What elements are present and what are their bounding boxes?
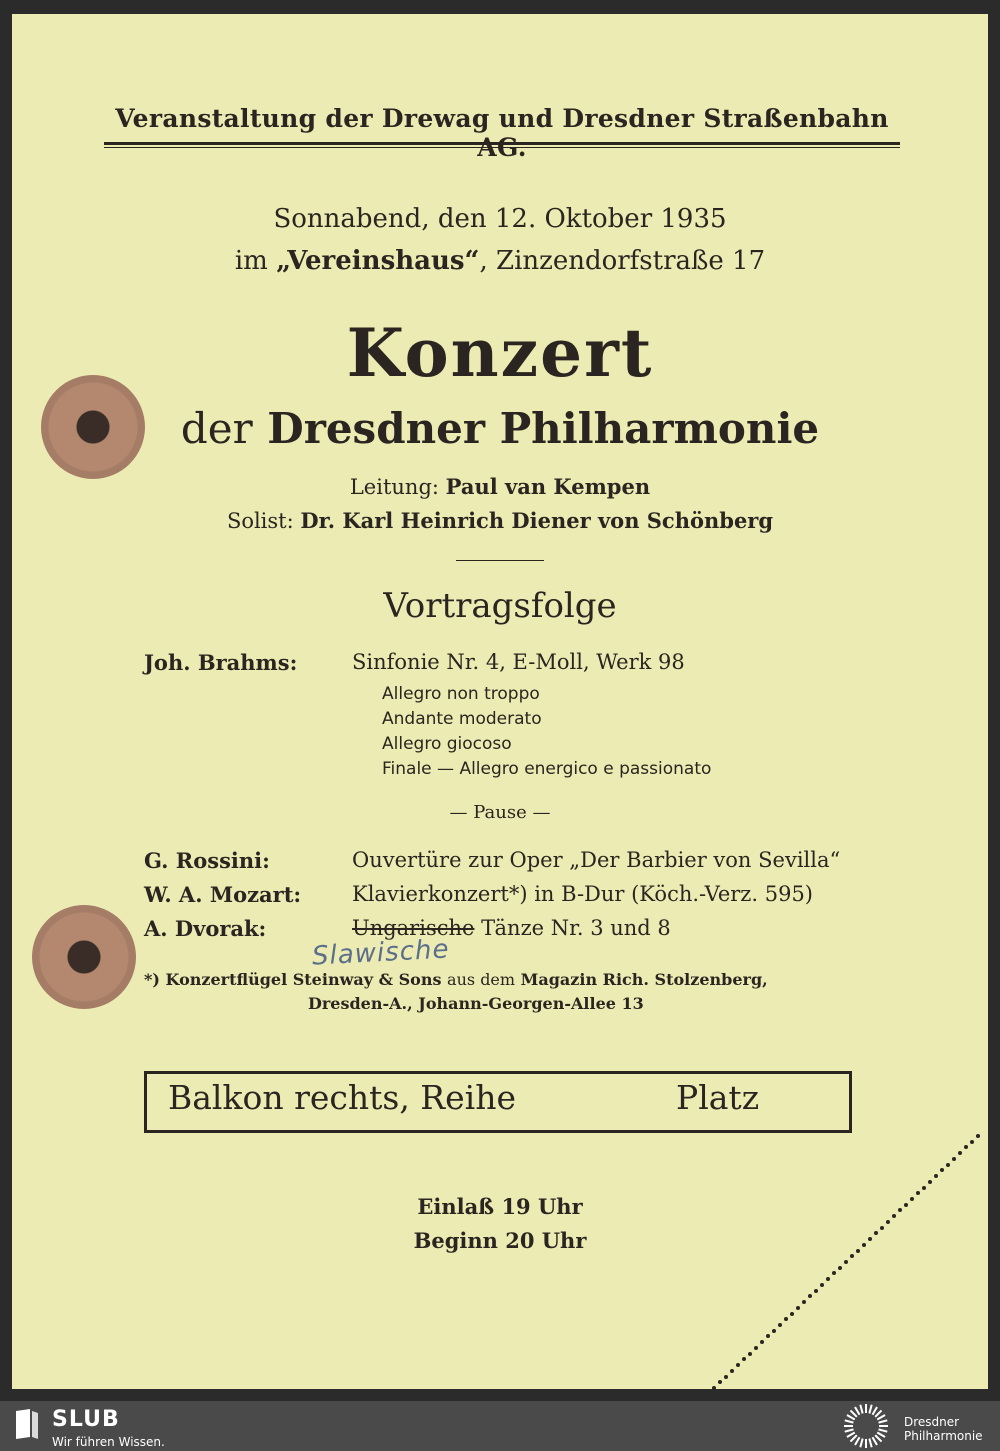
orchestra-name <box>12 404 988 453</box>
sunburst-ray <box>860 1439 862 1448</box>
header-rule-thin <box>104 147 900 148</box>
work-brahms: Sinfonie Nr. 4, E-Moll, Werk 98 <box>352 650 685 674</box>
slub-name: SLUB <box>52 1407 120 1432</box>
organizer-header: Veranstaltung der Drewag und Dresdner Straßenbahn <box>115 104 889 133</box>
perforation-dot <box>766 1334 770 1338</box>
conductor-name: Paul van Kempen <box>445 474 651 499</box>
punch-hole-icon <box>32 905 136 1009</box>
perforation-dot <box>940 1168 944 1172</box>
struck-word: Ungarische <box>352 916 475 940</box>
perforation-dot <box>850 1254 854 1258</box>
sunburst-ray <box>850 1410 856 1416</box>
footnote-line-1 <box>144 970 768 989</box>
perforation-dot <box>856 1249 860 1253</box>
footnote-connector: aus dem <box>447 970 516 989</box>
perforation-dot <box>928 1180 932 1184</box>
concert-date: Sonnabend, den 12. Oktober 1935 <box>273 204 727 234</box>
perforation-dot <box>754 1346 758 1350</box>
sunburst-ray <box>879 1429 888 1431</box>
program-heading: Vortragsfolge <box>383 586 617 626</box>
sunburst-ray <box>877 1415 885 1420</box>
dresdner-philharmonie-logo-icon <box>838 1401 894 1451</box>
orchestra-article: der <box>180 404 253 453</box>
perforation-dot <box>976 1134 980 1138</box>
perforation-dot <box>832 1271 836 1275</box>
perforation-dot <box>970 1140 974 1144</box>
perforation-dot <box>820 1283 824 1287</box>
perforation-dot <box>730 1369 734 1373</box>
sunburst-ray <box>869 1405 871 1414</box>
sunburst-ray <box>873 1437 878 1445</box>
start-time: Beginn 20 Uhr <box>413 1228 587 1253</box>
perforation-dot <box>862 1243 866 1247</box>
sunburst-ray <box>873 1407 878 1415</box>
composer-rossini: G. Rossini: <box>144 848 270 873</box>
sunburst-ray <box>847 1433 855 1438</box>
perforation-dot <box>742 1357 746 1361</box>
sunburst-ray <box>875 1435 881 1441</box>
perforation-dot <box>880 1226 884 1230</box>
composer-brahms: Joh. Brahms: <box>144 650 298 675</box>
slub-logo-icon <box>12 1407 40 1443</box>
punch-hole-icon <box>41 375 145 479</box>
perforation-dot <box>808 1294 812 1298</box>
seat-place-label: Platz <box>676 1078 760 1117</box>
sunburst-ray <box>879 1420 888 1422</box>
soloist-name: Dr. Karl Heinrich Diener von Schönberg <box>300 508 774 533</box>
work-dvorak-title: Tänze Nr. 3 und 8 <box>481 916 671 940</box>
perforation-dot <box>760 1340 764 1344</box>
perforation-dot <box>934 1174 938 1178</box>
footnote-piano: *) Konzertflügel Steinway & Sons <box>144 970 442 989</box>
slub-tagline: Wir führen Wissen. <box>52 1435 165 1449</box>
concert-venue <box>12 246 988 276</box>
header-rule <box>104 142 900 145</box>
seat-row-label: Balkon rechts, Reihe <box>168 1078 517 1117</box>
perforation-dot <box>784 1317 788 1321</box>
sunburst-ray <box>845 1429 854 1431</box>
perforation-dot <box>946 1163 950 1167</box>
concert-title: Konzert <box>346 314 654 392</box>
work-mozart: Klavierkonzert*) in B-Dur (Köch.-Verz. 595) <box>352 882 813 906</box>
perforation-dot <box>802 1300 806 1304</box>
perforation-dot <box>712 1386 716 1390</box>
partner-name-line-2: Philharmonie <box>904 1429 983 1443</box>
sunburst-ray <box>845 1420 854 1422</box>
perforation-dot <box>724 1375 728 1379</box>
perforation-dot <box>910 1197 914 1201</box>
sunburst-ray <box>875 1410 881 1416</box>
sunburst-ray <box>860 1405 862 1414</box>
sunburst-ray <box>869 1439 871 1448</box>
intermission: — Pause — <box>449 802 551 823</box>
movement-1: Allegro non troppo <box>382 684 540 704</box>
footnote-dealer: Magazin Rich. Stolzenberg, <box>520 970 768 989</box>
handwritten-correction: Slawische <box>311 934 451 972</box>
movement-4: Finale — Allegro energico e passionato <box>382 759 712 779</box>
perforation-dot <box>958 1151 962 1155</box>
conductor-credit <box>12 474 988 499</box>
perforation-dot <box>748 1352 752 1356</box>
perforation-dot <box>904 1203 908 1207</box>
composer-mozart: W. A. Mozart: <box>144 882 302 907</box>
perforation-dot <box>790 1312 794 1316</box>
admission-time: Einlaß 19 Uhr <box>417 1194 583 1219</box>
footer-bar <box>0 1401 1000 1451</box>
soloist-credit <box>12 508 988 533</box>
perforation-dot <box>826 1277 830 1281</box>
perforation-dot <box>922 1186 926 1190</box>
perforation-dot <box>778 1323 782 1327</box>
movement-3: Allegro giocoso <box>382 734 512 754</box>
perforation-dot <box>718 1380 722 1384</box>
perforation-dot <box>886 1220 890 1224</box>
composer-dvorak: A. Dvorak: <box>144 916 267 941</box>
section-divider <box>456 560 544 561</box>
concert-program-sheet <box>12 14 988 1389</box>
perforation-dot <box>814 1289 818 1293</box>
footnote-line-2: Dresden-A., Johann-Georgen-Allee 13 <box>308 994 644 1013</box>
venue-prefix: im <box>234 246 268 276</box>
perforation-dot <box>844 1260 848 1264</box>
sunburst-ray <box>855 1437 860 1445</box>
orchestra-title: Dresdner Philharmonie <box>267 404 820 453</box>
sunburst-ray <box>877 1433 885 1438</box>
perforation-dot <box>772 1329 776 1333</box>
sunburst-ray <box>847 1415 855 1420</box>
perforation-dot <box>952 1157 956 1161</box>
sunburst-ray <box>850 1435 856 1441</box>
work-rossini: Ouvertüre zur Oper „Der Barbier von Sevilla“ <box>352 848 841 872</box>
venue-name: „Vereinshaus“ <box>276 246 480 276</box>
venue-address: , Zinzendorfstraße 17 <box>479 246 766 276</box>
perforation-dot <box>964 1145 968 1149</box>
partner-name-line-1: Dresdner <box>904 1415 960 1429</box>
movement-2: Andante moderato <box>382 709 542 729</box>
perforation-dot <box>838 1266 842 1270</box>
perforation-dot <box>736 1363 740 1367</box>
soloist-role: Solist: <box>226 509 294 533</box>
perforation-dot <box>796 1306 800 1310</box>
conductor-role: Leitung: <box>349 475 439 499</box>
sunburst-ray <box>855 1407 860 1415</box>
